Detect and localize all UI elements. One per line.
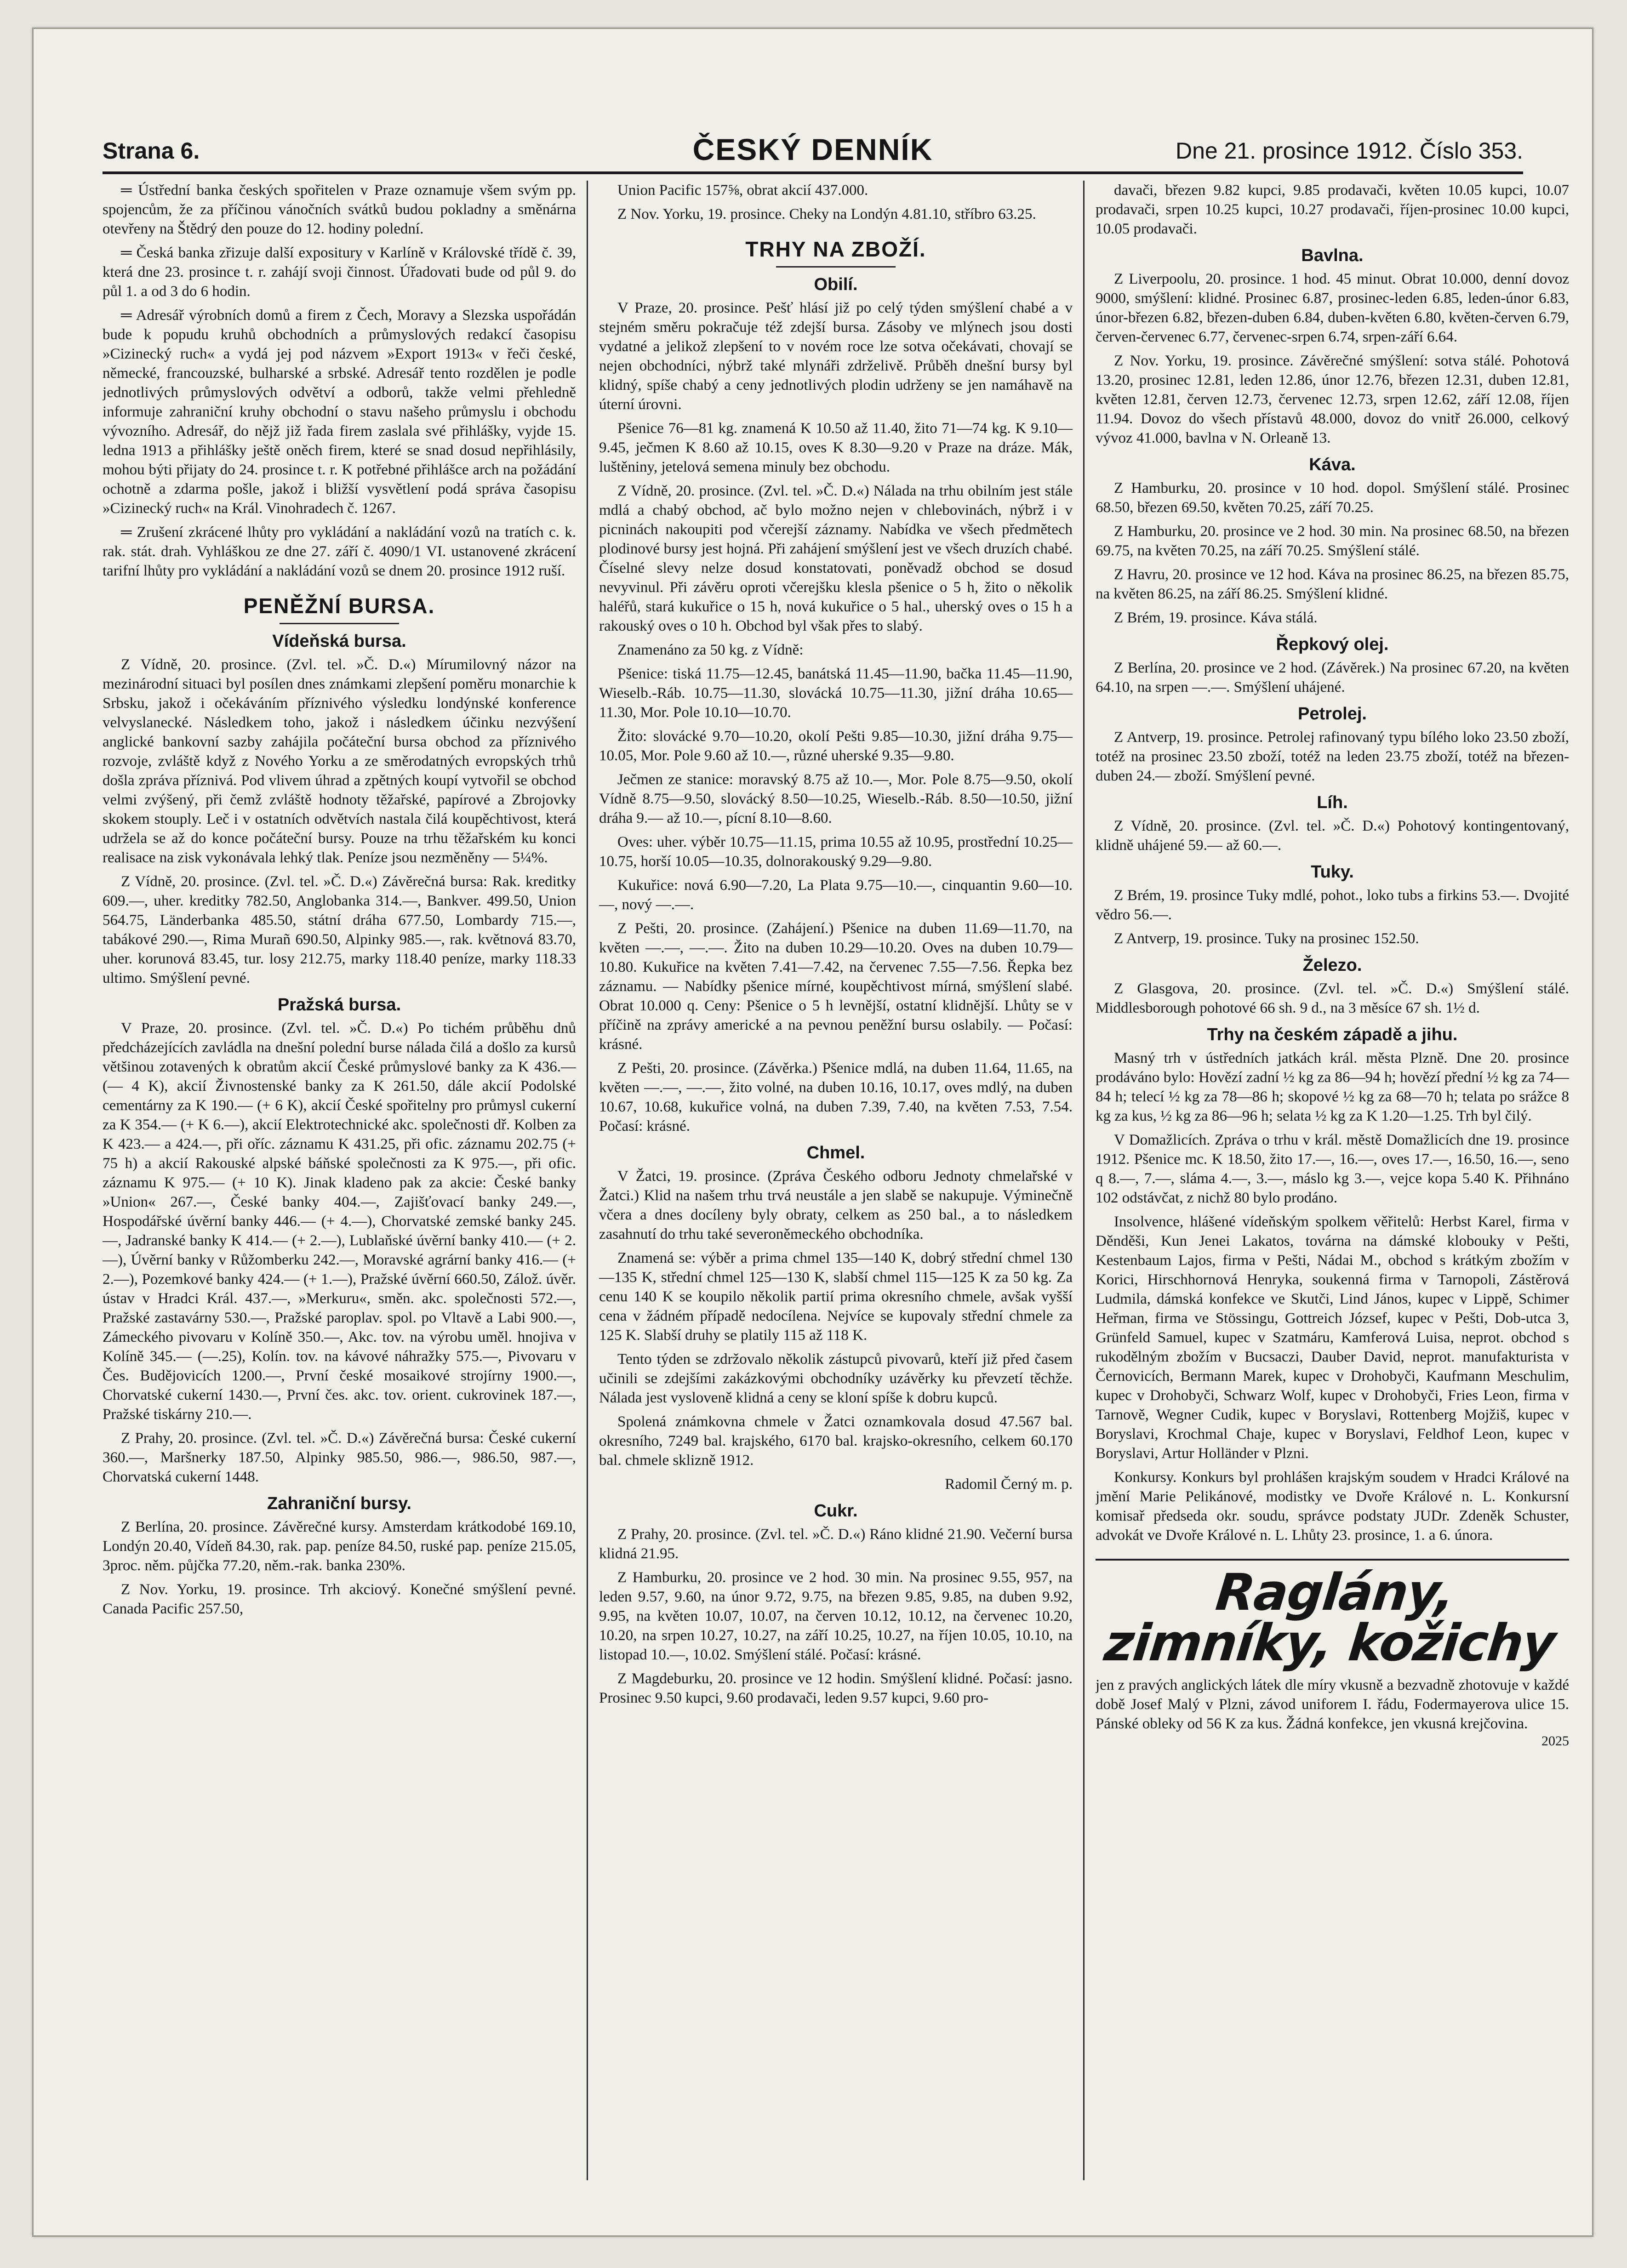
article-paragraph: Konkursy. Konkurs byl prohlášen krajským soudem v Hradci Králové na jmění Marie Pelikánové, modistky ve Dvoře Králové n. L. Konkursní komisař předseda okr. soudu, správce podstaty JUDr. Zdeněk Schuster, advokát ve Dvoře Králové n. L. Lhůty 23. prosince, 1. a 6. února. bbox=[1096, 1469, 1569, 1544]
article-paragraph: Z Berlína, 20. prosince. Závěrečné kursy. Amsterdam krátkodobé 169.10, Londýn 20.40, Vídeň 84.30, rak. pap. peníze 84.50, ruské pap. peníze 215.05, 3proc. něm. půjčka 77.20, něm.-rak. banka 230%. bbox=[103, 1519, 576, 1574]
article-paragraph: V Praze, 20. prosince. (Zvl. tel. »Č. D.«) Po tichém průběhu dnů předcházejících zavládla na dnešní polední burse nálada čilá a došlo za kursů většinou zotavených k obratům akcií České průmyslové banky za K 436.— (— 4 K), akcií Živnostenské banky za K 261.50, dále akcií Podolské cementárny za K 190.— (+ 6 K), akcií České spořitelny pro průmysl cukerní za K 354.— (+ K 6.—), akcií Elektrotechnické akc. společnosti dř. Kolben za K 423.— a 424.—, při oříc. záznamu K 431.25, při ofic. záznamu 202.75 (+ 75 h) a akcií Rakouské alpské báňské společnosti za K 975.—, při ofic. záznamu K 975.— (+ 10 K). Jinak kladeno pak za akcie: České banky »Union« 267.—, České banky 404.—, Zajišťovací banky 249.—, Hospodářské úvěrní banky 446.— (+ 4.—), Chorvatské zemské banky 245.—, Jadranské banky K 414.— (+ 2.—), Lublaňské úvěrní banky 410.— (+ 2.—), Úvěrní banky v Růžomberku 242.—, Moravské agrární banky 416.— (+ 2.—), Pozemkové banky 424.— (+ 1.—), Pražské úvěrní 660.50, Zálož. úvěr. ústav v Hradci Král. 437.—, »Merkuru«, směn. akc. společnosti 572.—, Pražské zastavárny 530.—, Pražské paroplav. spol. po Vltavě a Labi 900.—, Zámeckého pivovaru v Kolíně 350.—, Akc. tov. na výrobu uměl. hnojiva v Kolíně 345.— (—.25), Kolín. tov. na kávové náhražky 575.—, Pivovaru v Čes. Budějovicích 1200.—, První české mosaikové strojírny 1900.—, Chorvatské cukerní 1430.—, První čes. akc. tov. orient. cukrovinek 187.—, Pražské tiskárny 210.—. bbox=[103, 1020, 576, 1423]
article-paragraph: Z Prahy, 20. prosince. (Zvl. tel. »Č. D.«) Závěrečná bursa: České cukerní 360.—, Maršnerky 187.50, Alpinky 985.50, 986.—, 986.50, 987.—, Chorvatská cukerní 1448. bbox=[103, 1430, 576, 1485]
newspaper-page bbox=[32, 28, 1593, 2237]
article-paragraph: Z Nov. Yorku, 19. prosince. Závěrečné smýšlení: sotva stálé. Pohotová 13.20, prosinec 12.81, leden 12.86, únor 12.76, březen 12.31, duben 12.81, květen 12.81, červen 12.73, červenec 12.73, srpen 12.62, září 12.08, říjen 11.94. Dovoz do všech přístavů 48.000, dovoz do vnitř 26.000, celkový vývoz 41.000, bavlna v N. Orleaně 13. bbox=[1096, 353, 1569, 446]
article-paragraph: V Domažlicích. Zpráva o trhu v král. městě Domažlicích dne 19. prosince 1912. Pšenice mc. K 18.50, žito 17.—, 16.—, oves 17.—, 16.50, 16.—, seno q 8.—, 7.—, sláma 4.—, 3.—, máslo kg 3.—, vejce kopa 5.40 K. Přihnáno 102 odstávčat, z nichž 80 bylo prodáno. bbox=[1096, 1132, 1569, 1206]
column-rule bbox=[1083, 181, 1085, 2180]
subheading: Obilí. bbox=[814, 275, 858, 294]
article-paragraph: Pšenice: tiská 11.75—12.45, banátská 11.45—11.90, bačka 11.45—11.90, Wieselb.-Ráb. 10.75—11.30, slovácká 10.75—11.30, jižní dráha 10.65—11.30, Mor. Pole 10.10—10.70. bbox=[599, 666, 1073, 721]
subheading: Cukr. bbox=[814, 1501, 858, 1521]
article-paragraph: V Žatci, 19. prosince. (Zpráva Českého odboru Jednoty chmelařské v Žatci.) Klid na našem trhu trvá neustále a jen slabě se nakupuje. Výminečně včera a dnes docíleny byly obraty, celkem as 250 bal., a to následkem zasahnutí do trhu také severoněmeckého obchodníka. bbox=[599, 1168, 1073, 1242]
article-paragraph: Znamená se: výběr a prima chmel 135—140 K, dobrý střední chmel 130—135 K, střední chmel 125—130 K, slabší chmel 115—125 K za 50 kg. Za cenu 140 K se koupilo několik partií prima okresního chmele, avšak vyšší cena v žádném případě nedocílena. Nejvíce se kupovaly střední chmele za 125 K. Slabší druhy se platily 115 až 118 K. bbox=[599, 1250, 1073, 1344]
subheading: Železo. bbox=[1302, 956, 1362, 975]
subheading: Vídeňská bursa. bbox=[272, 632, 406, 651]
article-paragraph: Z Vídně, 20. prosince. (Zvl. tel. »Č. D.«) Mírumilovný názor na mezinárodní situaci byl posílen dnes známkami zlepšení poměru monarchie k Srbsku, jakož i očekáváním příznivého výsledku londýnské konference velvyslanecké. Následkem toho, jakož i následkem účinku nezvýšení anglické bankovní sazby zahájila počáteční bursa obchod za příznivého rozvoje, zvláště když z Nového Yorku a ze směrodatných evropských trhů došla zpráva příznivá. Pod vlivem úhrad a zpětných koupí vytvořil se obchod velmi zvýšený, při čemž zvláště hodnoty těžařské, papírové a Zbrojovky skokem stouply. Leč i v ostatních odvětvích nastala čilá koupěchtivost, která udržela se až do konce počáteční bursy. Pouze na trhu těžařském ku konci realisace na zisk vykonávala lehký tlak. Peníze jsou nezměněny — 5¼%. bbox=[103, 656, 576, 866]
subheading: Trhy na českém západě a jihu. bbox=[1207, 1025, 1458, 1044]
article-paragraph: Z Hamburku, 20. prosince ve 2 hod. 30 min. Na prosinec 68.50, na březen 69.75, na květen 70.25, na září 70.25. Smýšlení stálé. bbox=[1096, 523, 1569, 559]
section-heading: PENĚŽNÍ BURSA. bbox=[243, 594, 435, 618]
article-paragraph: Z Glasgova, 20. prosince. (Zvl. tel. »Č. D.«) Smýšlení stálé. Middlesborough pohotové 66 sh. 9 d., na 3 měsíce 67 sh. 1½ d. bbox=[1096, 980, 1569, 1016]
article-paragraph: Z Antverp, 19. prosince. Tuky na prosinec 152.50. bbox=[1114, 930, 1419, 947]
notice: ═ Zrušení zkrácené lhůty pro vykládání a nakládání vozů na tratích c. k. rak. stát. drah. Vyhláškou ze dne 27. září č. 4090/1 VI. ustanovené zkrácení tarifní lhůty pro vykládání a nakládání vozů se dnem 20. prosince 1912 ruší. bbox=[103, 524, 576, 579]
article-paragraph: Tento týden se zdržovalo několik zástupců pivovarů, kteří již před časem učinili se zdejšími zakázkovými obchodníky uzávěrky ku převzetí těchže. Nálada jest vysloveně klidná a ceny se kloní spíše k dobru kupců. bbox=[599, 1351, 1073, 1406]
article-paragraph: davači, březen 9.82 kupci, 9.85 prodavači, květen 10.05 kupci, 10.07 prodavači, srpen 10.25 kupci, 10.27 prodavači, říjen-prosinec 10.00 kupci, 10.05 prodavači. bbox=[1096, 182, 1569, 237]
subheading: Káva. bbox=[1309, 455, 1356, 474]
article-paragraph: Spolená známkovna chmele v Žatci oznamkovala dosud 47.567 bal. okresního, 7249 bal. krajského, 6170 bal. krajsko-okresního, celkem 60.170 bal. chmele sklizně 1912. bbox=[599, 1413, 1073, 1469]
article-paragraph: Z Magdeburku, 20. prosince ve 12 hodin. Smýšlení klidné. Počasí: jasno. Prosinec 9.50 kupci, 9.60 prodavači, leden 9.57 kupci, 9.60 pro- bbox=[599, 1670, 1073, 1706]
subheading: Zahraniční bursy. bbox=[267, 1494, 411, 1513]
article-paragraph: Z Havru, 20. prosince ve 12 hod. Káva na prosinec 86.25, na březen 85.75, na květen 86.25, na září 86.25. Smýšlení klidné. bbox=[1096, 566, 1569, 602]
article-paragraph: V Praze, 20. prosince. Pešť hlásí již po celý týden smýšlení chabé a v stejném směru pokračuje též zdejší bursa. Zásoby ve mlýnech jsou dosti vydatné a jelikož zlepšení to v novém roce lze sotva očekávati, chovají se nejen obchodníci, nýbrž také mlynáři zdrželivě. Průběh dnešní bursy byl klidný, spíše chabý a ceny jednotlivých plodin udrženy se jen namáhavě na úterní úrovni. bbox=[599, 300, 1073, 413]
article-paragraph: Ječmen ze stanice: moravský 8.75 až 10.—, Mor. Pole 8.75—9.50, okolí Vídně 8.75—9.50, slovácký 8.50—10.25, Wieselb.-Ráb. 8.50—10.50, jižní dráha 9.— až 10.—, pícní 8.10—8.60. bbox=[599, 771, 1073, 826]
column-1 bbox=[103, 181, 576, 2180]
article-paragraph: Z Nov. Yorku, 19. prosince. Trh akciový. Konečné smýšlení pevné. Canada Pacific 257.50, bbox=[103, 1581, 576, 1617]
advertisement bbox=[1096, 1559, 1569, 1749]
subheading: Tuky. bbox=[1311, 862, 1354, 882]
article-paragraph: Insolvence, hlášené vídeňským spolkem věřitelů: Herbst Karel, firma v Děnděši, Kun Jenei Lakatos, továrna na dámské klobouky v Pešti, Kestenbaum Lajos, firma v Pešti, Nádai M., obchod s krátkým zbožím v Korici, Hirschhornová Henryka, soukenná firma v Tarnopoli, Zástěrová Ludmila, dámská konfekce ve Skutči, Lind János, kupec v Lippě, Schimer Heřman, firma ve Stössingu, Gottreich József, kupec v Pešti, Dob-utca 3, Grünfeld Samuel, kupec v Szatmáru, Kamferová Luisa, neprot. obchod s rukodělným zbožím v Bucsaczi, Dauber David, neprot. manufakturista v Černovicích, Bermann Marek, kupec v Drohobyči, Kaufmann Meschulim, kupec v Drohobyči, Schwarz Wolf, kupec v Drohobyči, Fries Leon, firma v Tarnově, Wegner Cudik, kupec v Boryslavi, Rottenberg Mojžiš, kupec v Boryslavi, Krochmal Chaje, kupec v Boryslavi, Feldhof Leon, kupec v Boryslavi, Artur Holländer v Plzni. bbox=[1096, 1214, 1569, 1462]
article-paragraph: Union Pacific 157⅝, obrat akcií 437.000. bbox=[617, 182, 868, 199]
article-paragraph: Z Hamburku, 20. prosince ve 2 hod. 30 min. Na prosinec 9.55, 957, na leden 9.57, 9.60, na únor 9.72, 9.75, na březen 9.85, 9.85, na duben 9.92, 9.95, na květen 10.07, 10.07, na červen 10.12, 10.12, na červenec 10.20, 10.20, na srpen 10.27, 10.27, na září 10.25, 10.27, na říjen 10.05, 10.10, na listopad 10.—, 10.02. Smýšlení stálé. Počasí: krásné. bbox=[599, 1569, 1073, 1663]
notice: ═ Ústřední banka českých spořitelen v Praze oznamuje všem svým pp. spojencům, že za příčinou vánočních svátků budou pokladny a směnárna otevřeny na Štědrý den pouze do 12. hodiny polední. bbox=[103, 182, 576, 237]
issue-date: Dne 21. prosince 1912. Číslo 353. bbox=[1175, 138, 1523, 164]
article-paragraph: Pšenice 76—81 kg. znamená K 10.50 až 11.40, žito 71—74 kg. K 9.10—9.45, ječmen K 8.60 až 10.15, oves K 8.30—9.20 v Praze na dráze. Mák, luštěniny, jetelová semena minuly bez obchodu. bbox=[599, 420, 1073, 475]
columns bbox=[103, 181, 1569, 2180]
article-paragraph: Z Berlína, 20. prosince ve 2 hod. (Závěrek.) Na prosinec 67.20, na květen 64.10, na srpen —.—. Smýšlení uhájené. bbox=[1096, 660, 1569, 695]
article-paragraph: Z Brém, 19. prosince. Káva stálá. bbox=[1114, 610, 1318, 626]
subheading: Petrolej. bbox=[1298, 704, 1367, 724]
article-paragraph: Znamenáno za 50 kg. z Vídně: bbox=[617, 642, 804, 658]
ad-number: 2025 bbox=[1541, 1733, 1569, 1749]
ad-title: Raglány, zimníky, kožichy bbox=[1102, 1563, 1558, 1672]
section-heading: TRHY NA ZBOŽÍ. bbox=[745, 237, 926, 261]
article-paragraph: Z Prahy, 20. prosince. (Zvl. tel. »Č. D.«) Ráno klidné 21.90. Večerní bursa klidná 21.95. bbox=[599, 1526, 1073, 1562]
article-paragraph: Masný trh v ústředních jatkách král. města Plzně. Dne 20. prosince prodáváno bylo: Hovězí zadní ½ kg za 86—94 h; hovězí přední ½ kg za 74—84 h; telecí ½ kg za 78—86 h; skopové ½ kg za 68—70 h; telata po srážce 8 kg za kus, ½ kg za 86—96 h; selata ½ kg za K 1.20—1.25. Trh byl čilý. bbox=[1096, 1050, 1569, 1124]
newspaper-title: ČESKÝ DENNÍK bbox=[692, 132, 933, 166]
article-paragraph: Z Liverpoolu, 20. prosince. 1 hod. 45 minut. Obrat 10.000, denní dovoz 9000, smýšlení: klidné. Prosinec 6.87, prosinec-leden 6.85, leden-únor 6.83, únor-březen 6.82, březen-duben 6.84, duben-květen 6.80, květen-červen 6.79, červen-červenec 6.77, červenec-srpen 6.74, srpen-září 6.64. bbox=[1096, 271, 1569, 345]
ad-body: jen z pravých anglických látek dle míry vkusně a bezvadně zhotovuje v každé době Josef Malý v Plzni, závod uniforem I. řádu, Fodermayerova ulice 15. Pánské obleky od 56 K za kus. Žádná konfekce, jen vkusná krejčovina. bbox=[1096, 1677, 1569, 1732]
article-paragraph: Z Nov. Yorku, 19. prosince. Cheky na Londýn 4.81.10, stříbro 63.25. bbox=[617, 206, 1036, 222]
article-paragraph: Z Pešti, 20. prosince. (Závěrka.) Pšenice mdlá, na duben 11.64, 11.65, na květen —.—, —.—, žito volné, na duben 10.16, 10.17, oves mdlý, na duben 10.67, 10.68, kukuřice volná, na duben 7.39, 7.40, na květen 7.53, 7.54. Počasí: krásné. bbox=[599, 1060, 1073, 1134]
article-paragraph: Z Vídně, 20. prosince. (Zvl. tel. »Č. D.«) Pohotový kontingentovaný, klidně uhájené 59.— až 60.—. bbox=[1096, 818, 1569, 854]
article-paragraph: Z Brém, 19. prosince Tuky mdlé, pohot., loko tubs a firkins 53.—. Dvojité vědro 56.—. bbox=[1096, 887, 1569, 923]
page-label: Strana 6. bbox=[103, 138, 200, 164]
column-2 bbox=[599, 181, 1073, 2180]
subheading: Líh. bbox=[1317, 793, 1348, 812]
subheading: Pražská bursa. bbox=[277, 995, 401, 1014]
article-paragraph: Z Antverp, 19. prosince. Petrolej rafinovaný typu bílého loko 23.50 zboží, totéž na prosinec 23.50 zboží, totéž na leden 23.75 zboží, totéž na březen-duben 24.— zboží. Smýšlení pevné. bbox=[1096, 729, 1569, 784]
article-paragraph: Z Vídně, 20. prosince. (Zvl. tel. »Č. D.«) Nálada na trhu obilním jest stále mdlá a chabý obchod, ač bylo možno nejen v chlebovinách, nýbrž i v picninách nakoupiti pod včerejší záznamy. Nabídka ve všech předmětech plodinové bursy jest hojná. Při zahájení smýšlení jest ve všech druzích chabé. Číselné slevy nelze dosud konstatovati, poněvadž obchod se dosud nevyvinul. Při závěru oproti včerejšku klesla pšenice o 5 h, žito o několik haléřů, stará kukuřice o 15 h, nová kukuřice o 5 hal., uherský oves o 15 h a rakouský oves o 10 h. Obchod byl však přes to slabý. bbox=[599, 483, 1073, 634]
article-paragraph: Z Pešti, 20. prosince. (Zahájení.) Pšenice na duben 11.69—11.70, na květen —.—, —.—. Žito na duben 10.29—10.20. Oves na duben 10.79—10.80. Kukuřice na květen 7.41—7.42, na červenec 7.55—7.56. Řepka bez záznamu. — Nabídky pšenice mírné, koupěchtivost mírná, smýšlení slabé. Obrat 10.000 q. Ceny: Pšenice o 5 h levnější, ostatní klidnější. Lhůty se v příčině na zprávy americké a na pevnou peněžní bursu oslabily. — Počasí: krásné. bbox=[599, 920, 1073, 1053]
article-paragraph: Žito: slovácké 9.70—10.20, okolí Pešti 9.85—10.30, jižní dráha 9.75—10.05, Mor. Pole 9.60 až 10.—, různé uherské 9.35—9.80. bbox=[599, 728, 1073, 764]
notice: ═ Česká banka zřizuje další expositury v Karlíně v Královské třídě č. 39, která dne 23. prosince t. r. zahájí svoji činnost. Úřadovati bude od půl 9. do půl 1. a od 3 do 6 hodin. bbox=[103, 245, 576, 300]
masthead bbox=[103, 103, 1523, 174]
notice: ═ Adresář výrobních domů a firem z Čech, Moravy a Slezska uspořádán bude k popudu kruhů obchodních a průmyslových redakcí časopisu »Cizinecký ruch« a vydá jej pod názvem »Export 1913« v řeči české, německé, francouzské, bulharské a srbské. Adresář tento rozdělen je podle jednotlivých průmyslových odvětví a odborů, takže velmi přehledně informuje zahraniční kruhy obchodní o stavu našeho průmyslu i obchodu vývozního. Adresář, do nějž již řada firem zaslala své přihlášky, vyjde 15. ledna 1913 a přihlášky ještě oněch firem, které se snad dosud nepřihlásily, mohou býti přijaty do 24. prosince t. r. K potřebné přihlášce arch na požádání ochotně a zdarma pošle, jakož i bližší vysvětlení podá správa časopisu »Cizinecký ruch« na Král. Vinohradech č. 1267. bbox=[103, 307, 576, 517]
subheading: Řepkový olej. bbox=[1276, 635, 1389, 654]
column-3 bbox=[1096, 181, 1569, 2180]
subheading: Bavlna. bbox=[1301, 246, 1364, 265]
divider bbox=[280, 623, 399, 624]
article-paragraph: Z Vídně, 20. prosince. (Zvl. tel. »Č. D.«) Závěrečná bursa: Rak. kreditky 609.—, uher. kreditky 782.50, Anglobanka 314.—, Bankver. 499.50, Union 564.75, Länderbanka 485.50, státní dráha 677.50, Lombardy 715.—, tabákové 290.—, Rima Murañ 690.50, Alpinky 985.—, rak. květnová 83.70, uher. korunová 83.45, tur. losy 212.75, marky 118.40 peníze, marky 118.33 ultimo. Smýšlení pevné. bbox=[103, 873, 576, 986]
article-paragraph: Z Hamburku, 20. prosince v 10 hod. dopol. Smýšlení stálé. Prosinec 68.50, březen 69.50, květen 70.25, září 70.25. bbox=[1096, 480, 1569, 516]
divider bbox=[776, 266, 896, 268]
column-rule bbox=[587, 181, 588, 2180]
article-paragraph: Kukuřice: nová 6.90—7.20, La Plata 9.75—10.—, cinquantin 9.60—10.—, nový —.—. bbox=[599, 877, 1073, 913]
signature: Radomil Černý m. p. bbox=[945, 1476, 1073, 1493]
article-paragraph: Oves: uher. výběr 10.75—11.15, prima 10.55 až 10.95, prostřední 10.25—10.75, horší 10.05—10.35, dolnorakouský 9.29—9.80. bbox=[599, 834, 1073, 870]
subheading: Chmel. bbox=[806, 1143, 865, 1162]
